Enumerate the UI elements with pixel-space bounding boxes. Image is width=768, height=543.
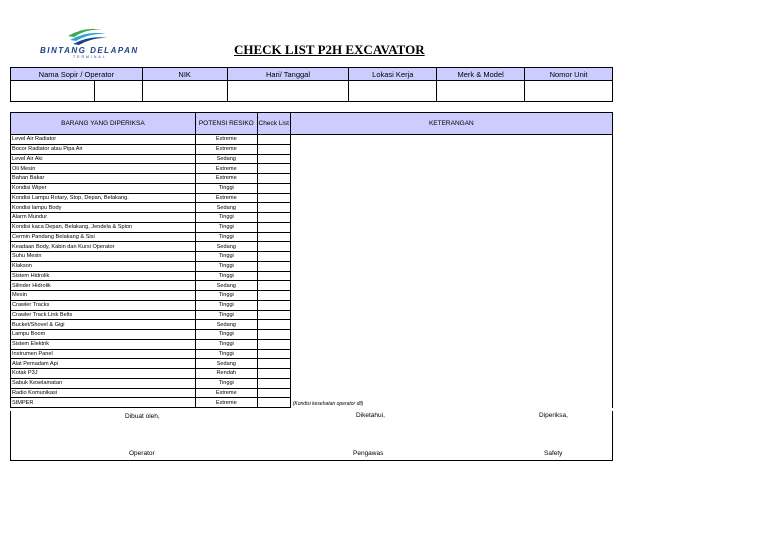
header-info-table	[10, 67, 613, 102]
inspection-item: Mesin	[11, 291, 196, 301]
supervisor-label: Pengawas	[353, 450, 384, 457]
col-unit-number: Nomor Unit	[525, 68, 613, 81]
checklist-cell[interactable]	[257, 174, 290, 184]
col-nik: NIK	[142, 68, 227, 81]
inspection-item: Kondisi kaca Depan, Belakang, Jendela & Spion	[11, 222, 196, 232]
risk-level: Tinggi	[195, 300, 257, 310]
inspection-item: Bocor Radiator atau Pipa Air	[11, 144, 196, 154]
signature-section	[10, 411, 613, 461]
inspection-item: Silinder Hidrolik	[11, 281, 196, 291]
inspection-item: Lampu Boom	[11, 330, 196, 340]
nik-field[interactable]	[142, 81, 227, 102]
inspection-item: SIMPER	[11, 398, 196, 408]
risk-level: Tinggi	[195, 213, 257, 223]
checklist-cell[interactable]	[257, 359, 290, 369]
inspection-item: Level Air Aki	[11, 154, 196, 164]
inspection-item: Klakson	[11, 261, 196, 271]
checklist-cell[interactable]	[257, 213, 290, 223]
checklist-cell[interactable]	[257, 271, 290, 281]
inspection-item: Alarm Mundur	[11, 213, 196, 223]
date-field[interactable]	[227, 81, 349, 102]
col-notes: KETERANGAN	[290, 113, 612, 135]
checklist-cell[interactable]	[257, 154, 290, 164]
checklist-cell[interactable]	[257, 232, 290, 242]
risk-level: Tinggi	[195, 349, 257, 359]
inspection-item: Kondisi lampu Body	[11, 203, 196, 213]
risk-level: Extreme	[195, 398, 257, 408]
risk-level: Extreme	[195, 193, 257, 203]
notes-area[interactable]	[290, 135, 612, 408]
risk-level: Sedang	[195, 242, 257, 252]
checklist-cell[interactable]	[257, 135, 290, 145]
inspection-item: Radio Komunikasi	[11, 388, 196, 398]
risk-level: Sedang	[195, 281, 257, 291]
checklist-cell[interactable]	[257, 281, 290, 291]
checklist-cell[interactable]	[257, 183, 290, 193]
inspection-item: Bahan Bakar	[11, 174, 196, 184]
col-location: Lokasi Kerja	[349, 68, 437, 81]
checklist-cell[interactable]	[257, 369, 290, 379]
risk-level: Sedang	[195, 359, 257, 369]
risk-level: Extreme	[195, 174, 257, 184]
col-operator-name: Nama Sopir / Operator	[11, 68, 143, 81]
risk-level: Extreme	[195, 135, 257, 145]
logo-subtitle: TERMINAL	[73, 55, 107, 59]
risk-level: Tinggi	[195, 330, 257, 340]
risk-level: Tinggi	[195, 252, 257, 262]
checklist-cell[interactable]	[257, 300, 290, 310]
brand-model-field[interactable]	[437, 81, 525, 102]
checklist-cell[interactable]	[257, 261, 290, 271]
notes-hint: (Kondisi kesehatan operator dll)	[292, 400, 364, 407]
risk-level: Tinggi	[195, 378, 257, 388]
inspection-item: Kondisi Wiper	[11, 183, 196, 193]
checklist-cell[interactable]	[257, 339, 290, 349]
risk-level: Sedang	[195, 320, 257, 330]
checklist-cell[interactable]	[257, 398, 290, 408]
inspection-item: Kondisi Lampu Rotary, Stop, Depan, Belakang.	[11, 193, 196, 203]
checklist-cell[interactable]	[257, 388, 290, 398]
inspection-item: Kotak P3J	[11, 369, 196, 379]
table-row	[11, 135, 613, 145]
safety-label: Safety	[544, 450, 563, 457]
risk-level: Extreme	[195, 144, 257, 154]
inspection-item: Keadaan Body, Kabin dan Kursi Operator	[11, 242, 196, 252]
checklist-cell[interactable]	[257, 310, 290, 320]
inspection-item: Sabuk Keselamatan	[11, 378, 196, 388]
col-date: Hari/ Tanggal	[227, 68, 349, 81]
risk-level: Sedang	[195, 203, 257, 213]
risk-level: Tinggi	[195, 183, 257, 193]
known-by-label: Diketahui,	[356, 412, 385, 419]
inspection-item: Suhu Mesin	[11, 252, 196, 262]
page-title: CHECK LIST P2H EXCAVATOR	[234, 42, 425, 57]
checklist-cell[interactable]	[257, 330, 290, 340]
logo-name: BINTANG DELAPAN	[40, 46, 139, 55]
checklist-cell[interactable]	[257, 193, 290, 203]
operator-label: Operator	[129, 450, 155, 457]
checklist-cell[interactable]	[257, 242, 290, 252]
risk-level: Tinggi	[195, 222, 257, 232]
risk-level: Sedang	[195, 154, 257, 164]
inspection-item: Crawler Track Link Belts	[11, 310, 196, 320]
risk-level: Tinggi	[195, 310, 257, 320]
col-risk: POTENSI RESIKO	[195, 113, 257, 135]
risk-level: Tinggi	[195, 232, 257, 242]
inspection-item: Level Air Radiator	[11, 135, 196, 145]
inspection-item: Bucket/Shovel & Gigi	[11, 320, 196, 330]
risk-level: Tinggi	[195, 261, 257, 271]
inspection-item: Cermin Pandang Belakang & Sisi	[11, 232, 196, 242]
risk-level: Tinggi	[195, 339, 257, 349]
inspection-item: Crawler Tracks	[11, 300, 196, 310]
checklist-cell[interactable]	[257, 144, 290, 154]
checklist-cell[interactable]	[257, 164, 290, 174]
location-field[interactable]	[349, 81, 437, 102]
made-by-label: Dibuat oleh,	[125, 413, 160, 420]
checklist-cell[interactable]	[257, 252, 290, 262]
risk-level: Extreme	[195, 388, 257, 398]
risk-level: Rendah	[195, 369, 257, 379]
col-item: BARANG YANG DIPERIKSA	[11, 113, 196, 135]
checklist-cell[interactable]	[257, 291, 290, 301]
checklist-table	[10, 112, 613, 408]
operator-name-field-2[interactable]	[94, 81, 142, 102]
risk-level: Tinggi	[195, 291, 257, 301]
risk-level: Tinggi	[195, 271, 257, 281]
checklist-cell[interactable]	[257, 203, 290, 213]
operator-name-field[interactable]	[11, 81, 95, 102]
checklist-cell[interactable]	[257, 349, 290, 359]
checked-by-label: Diperiksa,	[539, 412, 568, 419]
inspection-item: Instrumen Panel	[11, 349, 196, 359]
inspection-item: Alat Pemadam Api	[11, 359, 196, 369]
checklist-cell[interactable]	[257, 222, 290, 232]
unit-number-field[interactable]	[525, 81, 613, 102]
col-brand-model: Merk & Model	[437, 68, 525, 81]
risk-level: Extreme	[195, 164, 257, 174]
inspection-item: Oli Mesin	[11, 164, 196, 174]
checklist-cell[interactable]	[257, 378, 290, 388]
inspection-item: Sistem Hidrolik	[11, 271, 196, 281]
inspection-item: Sistem Elektrik	[11, 339, 196, 349]
col-checklist: Check List	[257, 113, 290, 135]
checklist-cell[interactable]	[257, 320, 290, 330]
